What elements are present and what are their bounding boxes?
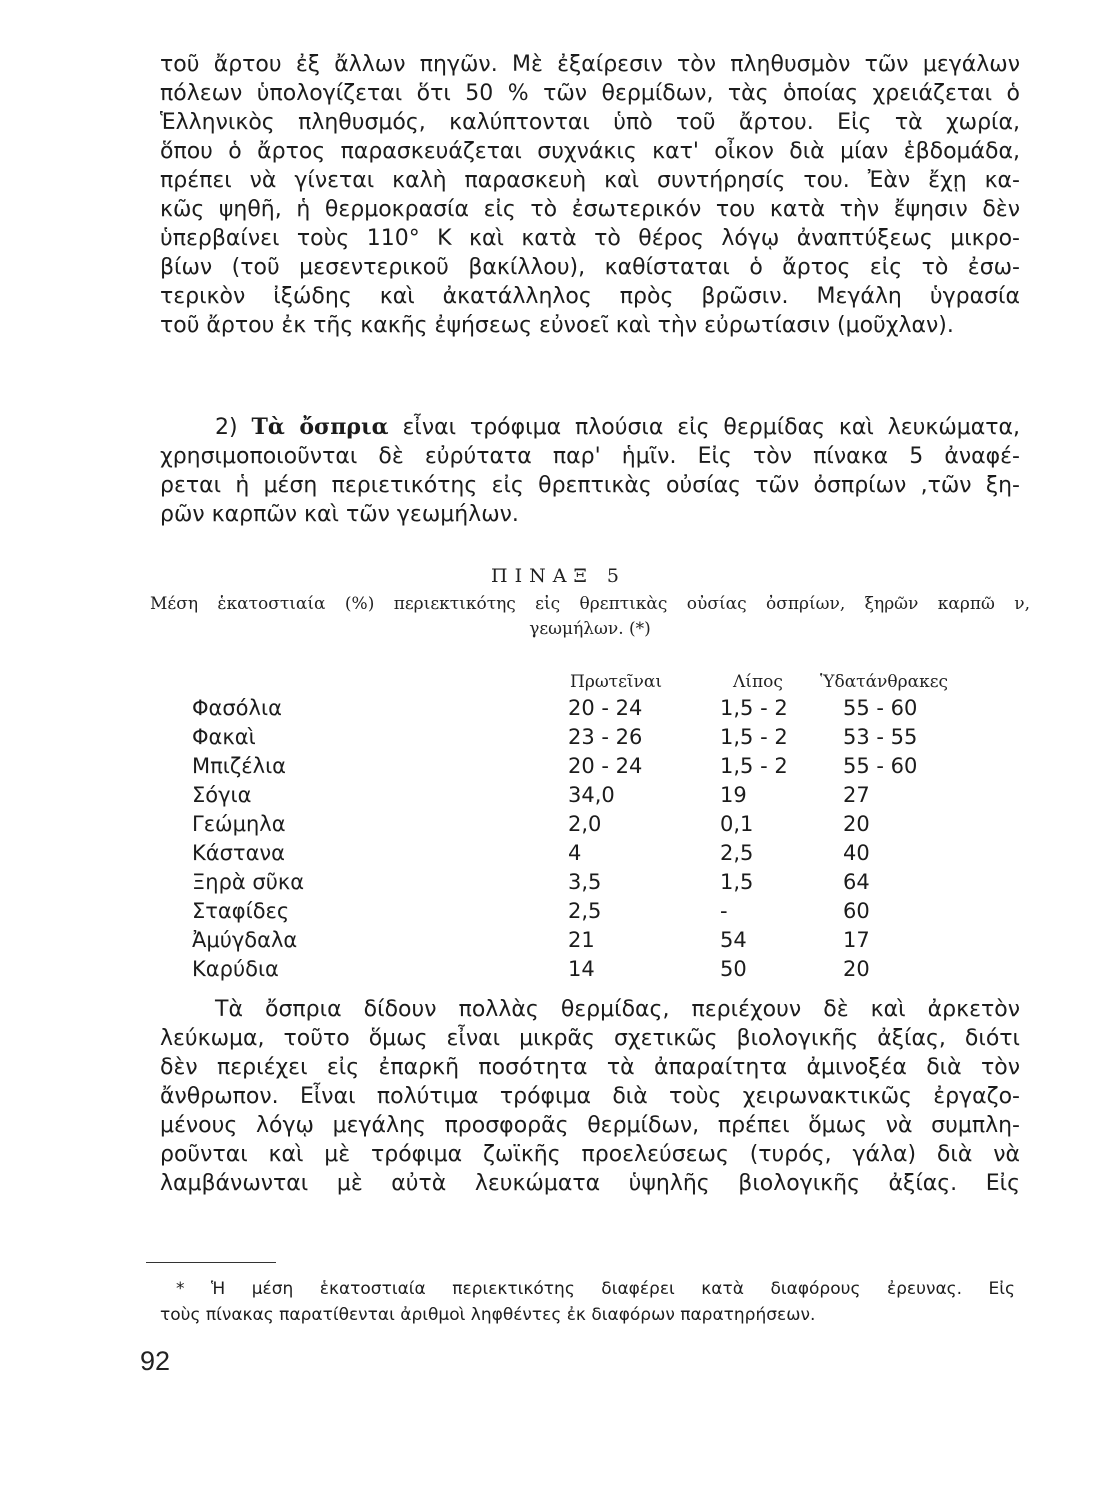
text-line: μένους λόγῳ μεγάλης προσφορᾶς θερμίδων, πρέπει ὅμως νὰ συμπλη- bbox=[160, 1113, 1020, 1138]
protein-value: 23 - 26 bbox=[568, 725, 643, 749]
food-name: Σόγια bbox=[192, 783, 252, 807]
protein-value: 3,5 bbox=[568, 870, 602, 894]
carbs-value: 40 bbox=[843, 841, 870, 865]
text-line: ρῶν καρπῶν καὶ τῶν γεωμήλων. bbox=[160, 502, 519, 527]
text-line: πόλεων ὑπολογίζεται ὅτι 50 % τῶν θερμίδων, τὰς ὁποίας χρειάζεται ὁ bbox=[160, 81, 1020, 106]
fat-value: - bbox=[720, 899, 728, 923]
fat-value: 50 bbox=[720, 957, 747, 981]
carbs-value: 55 - 60 bbox=[843, 754, 918, 778]
carbs-value: 60 bbox=[843, 899, 870, 923]
table-row bbox=[0, 723, 1117, 752]
paragraph-legumes-value bbox=[160, 995, 1020, 1198]
fat-value: 0,1 bbox=[720, 812, 754, 836]
food-name: Σταφίδες bbox=[192, 899, 290, 923]
protein-value: 2,5 bbox=[568, 899, 602, 923]
line-rest: εἶναι τρόφιμα πλούσια εἰς θερμίδας καὶ λευκώματα, bbox=[402, 415, 1020, 440]
table-row bbox=[0, 839, 1117, 868]
nutrition-table bbox=[0, 694, 1117, 984]
text-line: κῶς ψηθῆ, ἡ θερμοκρασία εἰς τὸ ἐσωτερικόν του κατὰ τὴν ἔψησιν δὲν bbox=[160, 197, 1020, 222]
protein-value: 4 bbox=[568, 841, 582, 865]
footnote-line: τοὺς πίνακας παρατίθενται ἀριθμοὶ ληφθέντες ἐκ διαφόρων παρατηρήσεων. bbox=[160, 1305, 816, 1325]
food-name: Καρύδια bbox=[192, 957, 279, 981]
table-caption bbox=[150, 592, 1030, 642]
food-name: Ἀμύγδαλα bbox=[192, 928, 298, 952]
text-line: τοῦ ἄρτου ἐκ τῆς κακῆς ἐψήσεως εὐνοεῖ καὶ τὴν εὐρωτίασιν (μοῦχλαν). bbox=[160, 313, 954, 338]
fat-value: 1,5 - 2 bbox=[720, 696, 788, 720]
footnote bbox=[160, 1276, 1015, 1328]
table-row bbox=[0, 926, 1117, 955]
text-line: ροῦνται καὶ μὲ τρόφιμα ζωϊκῆς προελεύσεως (τυρός, γάλα) διὰ νὰ bbox=[160, 1142, 1020, 1167]
carbs-value: 64 bbox=[843, 870, 870, 894]
table-row bbox=[0, 752, 1117, 781]
fat-value: 1,5 - 2 bbox=[720, 725, 788, 749]
protein-value: 2,0 bbox=[568, 812, 602, 836]
fat-value: 19 bbox=[720, 783, 747, 807]
footnote-line: * Ἡ μέση ἑκατοστιαία περιεκτικότης διαφέρει κατὰ διαφόρους ἐρευνας. Εἰς bbox=[176, 1279, 1015, 1299]
protein-value: 21 bbox=[568, 928, 595, 952]
carbs-value: 17 bbox=[843, 928, 870, 952]
column-header-fat: Λίπος bbox=[733, 672, 783, 692]
table-row bbox=[0, 897, 1117, 926]
text-line: ὑπερβαίνει τοὺς 110° Κ καὶ κατὰ τὸ θέρος λόγῳ ἀναπτύξεως μικρο- bbox=[160, 226, 1020, 251]
protein-value: 34,0 bbox=[568, 783, 615, 807]
caption-line: γεωμήλων. (*) bbox=[529, 619, 651, 639]
table-row bbox=[0, 694, 1117, 723]
text-line: τοῦ ἄρτου ἐξ ἄλλων πηγῶν. Μὲ ἐξαίρεσιν τὸν πληθυσμὸν τῶν μεγάλων bbox=[160, 52, 1020, 77]
column-header-protein: Πρωτεῖναι bbox=[570, 672, 663, 692]
fat-value: 1,5 - 2 bbox=[720, 754, 788, 778]
footnote-divider bbox=[146, 1262, 276, 1263]
text-line: βίων (τοῦ μεσεντερικοῦ βακίλλου), καθίσταται ὁ ἄρτος εἰς τὸ ἐσω- bbox=[160, 255, 1020, 280]
protein-value: 20 - 24 bbox=[568, 696, 643, 720]
fat-value: 1,5 bbox=[720, 870, 754, 894]
food-name: Φασόλια bbox=[192, 696, 282, 720]
item-number: 2) bbox=[215, 415, 238, 440]
table-title: ΠΙΝΑΞ 5 bbox=[491, 565, 626, 587]
table-row bbox=[0, 781, 1117, 810]
text-line: ὅπου ὁ ἄρτος παρασκευάζεται συχνάκις κατ' οἶκον διὰ μίαν ἑβδομάδα, bbox=[160, 139, 1020, 164]
table-row bbox=[0, 868, 1117, 897]
caption-line: Μέση ἑκατοστιαία (%) περιεκτικότης εἰς θρεπτικὰς οὐσίας ὀσπρίων, ξηρῶν καρπῶ ν, bbox=[150, 594, 1030, 614]
protein-value: 14 bbox=[568, 957, 595, 981]
carbs-value: 27 bbox=[843, 783, 870, 807]
text-line: λαμβάνωνται μὲ αὐτὰ λευκώματα ὑψηλῆς βιολογικῆς ἀξίας. Εἰς bbox=[160, 1171, 1020, 1196]
text-line: ἄνθρωπον. Εἶναι πολύτιμα τρόφιμα διὰ τοὺς χειρωνακτικῶς ἐργαζο- bbox=[160, 1084, 1020, 1109]
carbs-value: 55 - 60 bbox=[843, 696, 918, 720]
text-line: πρέπει νὰ γίνεται καλὴ παρασκευὴ καὶ συντήρησίς του. Ἐὰν ἔχῃ κα- bbox=[160, 168, 1020, 193]
text-line: ρεται ἡ μέση περιετικότης εἰς θρεπτικὰς οὐσίας τῶν ὀσπρίων ,τῶν ξη- bbox=[160, 473, 1020, 498]
food-name: Ξηρὰ σῦκα bbox=[192, 870, 305, 894]
carbs-value: 53 - 55 bbox=[843, 725, 918, 749]
fat-value: 54 bbox=[720, 928, 747, 952]
protein-value: 20 - 24 bbox=[568, 754, 643, 778]
carbs-value: 20 bbox=[843, 957, 870, 981]
text-line: δὲν περιέχει εἰς ἐπαρκῆ ποσότητα τὰ ἀπαραίτητα ἀμινοξέα διὰ τὸν bbox=[160, 1055, 1020, 1080]
table-row bbox=[0, 955, 1117, 984]
page-number: 92 bbox=[140, 1346, 171, 1376]
food-name: Κάστανα bbox=[192, 841, 285, 865]
food-name: Φακαὶ bbox=[192, 725, 256, 749]
fat-value: 2,5 bbox=[720, 841, 754, 865]
food-name: Γεώμηλα bbox=[192, 812, 286, 836]
text-line-first: Τὰ ὄσπρια δίδουν πολλὰς θερμίδας, περιέχουν δὲ καὶ ἀρκετὸν bbox=[215, 997, 1020, 1022]
food-name: Μπιζέλια bbox=[192, 754, 287, 778]
text-line: χρησιμοποιοῦνται δὲ εὐρύτατα παρ' ἡμῖν. Εἰς τὸν πίνακα 5 ἀναφέ- bbox=[160, 444, 1020, 469]
text-line-first bbox=[160, 413, 1020, 442]
paragraph-bread bbox=[160, 50, 1020, 340]
column-header-carbs: Ὑδατάνθρακες bbox=[820, 672, 949, 692]
table-row bbox=[0, 810, 1117, 839]
bold-term: Τὰ ὄσπρια bbox=[251, 414, 389, 440]
paragraph-legumes bbox=[160, 413, 1020, 529]
text-line: Ἑλληνικὸς πληθυσμός, καλύπτονται ὑπὸ τοῦ ἄρτου. Εἰς τὰ χωρία, bbox=[160, 110, 1020, 135]
carbs-value: 20 bbox=[843, 812, 870, 836]
text-line: τερικὸν ἰξώδης καὶ ἀκατάλληλος πρὸς βρῶσιν. Μεγάλη ὑγρασία bbox=[160, 284, 1020, 309]
text-line: λεύκωμα, τοῦτο ὅμως εἶναι μικρᾶς σχετικῶς βιολογικῆς ἀξίας, διότι bbox=[160, 1026, 1020, 1051]
